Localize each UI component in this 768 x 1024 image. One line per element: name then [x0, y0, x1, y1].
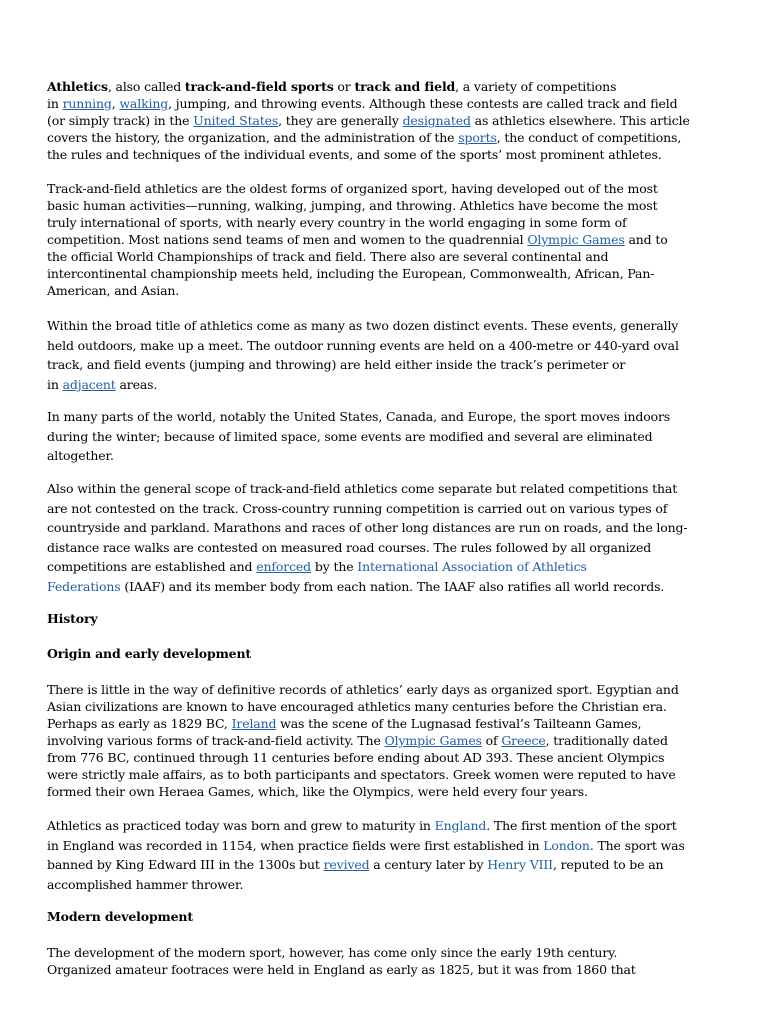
text-run: . The first mention of the sport [486, 818, 677, 833]
text-line [47, 732, 737, 749]
link-olympic-games[interactable]: Olympic Games [527, 232, 625, 247]
text-line: There is little in the way of definitive records of athletics’ early days as organized sport. Egyptian and [47, 682, 679, 697]
link-ireland[interactable]: Ireland [231, 716, 277, 731]
text-run: , the conduct of competitions, [496, 130, 682, 145]
text-line: from 776 BC, continued through 11 centuries before ending about AD 393. These ancient Olympics [47, 750, 665, 765]
paragraph-related-competitions [47, 479, 737, 596]
paragraph-indoors [47, 407, 737, 466]
term-track-and-field-sports: track-and-field sports [184, 79, 334, 94]
text-line: held outdoors, make up a meet. The outdoor running events are held on a 400-metre or 440-yard oval [47, 337, 679, 353]
heading-history: History [47, 611, 98, 626]
text-line [47, 375, 737, 395]
link-revived[interactable]: revived [323, 857, 370, 872]
text-run: banned by King Edward III in the 1300s but [47, 857, 324, 872]
text-run: , jumping, and throwing events. Although these contests are called track and field [168, 96, 678, 111]
text-line [47, 112, 737, 129]
text-run: or [333, 79, 355, 94]
text-line: basic human activities—running, walking, jumping, and throwing. Athletics have become the most [47, 198, 658, 213]
link-sports[interactable]: sports [458, 130, 497, 145]
text-run: Athletics as practiced today was born and grew to maturity in [47, 818, 435, 833]
text-line: Organized amateur footraces were held in England as early as 1825, but it was from 1860 that [47, 962, 636, 977]
text-line: intercontinental championship meets held, including the European, Commonwealth, African, Pan- [47, 266, 655, 281]
text-run: , reputed to be an [552, 857, 664, 872]
text-line: were strictly male affairs, as to both participants and spectators. Greek women were reputed to have [47, 767, 676, 782]
text-run: , a variety of competitions [455, 79, 617, 94]
text-run: covers the history, the organization, and the administration of the [47, 130, 459, 145]
link-london[interactable]: London [543, 837, 590, 853]
text-line: altogether. [47, 448, 114, 463]
link-adjacent[interactable]: adjacent [62, 376, 116, 392]
paragraph-early-days [47, 681, 737, 800]
text-line [47, 715, 737, 732]
text-run: as athletics elsewhere. This article [470, 113, 690, 128]
text-run: , traditionally dated [545, 733, 668, 748]
text-run: , also called [107, 79, 185, 94]
heading-modern: Modern development [47, 909, 193, 924]
text-line [47, 78, 737, 95]
text-line: the official World Championships of track and field. There also are several continental and [47, 249, 609, 264]
paragraph-oldest-forms [47, 180, 737, 299]
paragraph-broad-title [47, 316, 737, 394]
text-run: competition. Most nations send teams of men and women to the quadrennial [47, 232, 528, 247]
text-run: , [111, 96, 120, 111]
text-line [47, 557, 737, 577]
link-iaaf-continued[interactable]: Federations [47, 578, 121, 594]
text-line: In many parts of the world, notably the United States, Canada, and Europe, the sport moves indoors [47, 409, 671, 424]
text-line [47, 129, 737, 146]
text-line: are not contested on the track. Cross-country running competition is carried out on various types of [47, 500, 668, 516]
link-united-states[interactable]: United States [193, 113, 279, 128]
text-line [47, 577, 737, 597]
text-line [47, 231, 737, 248]
text-line: Within the broad title of athletics come as many as two dozen distinct events. These events, generally [47, 318, 679, 333]
term-athletics: Athletics [47, 79, 108, 94]
text-line: track, and field events (jumping and throwing) are held either inside the track’s perimeter or [47, 357, 626, 372]
text-line [47, 816, 737, 836]
link-henry-viii[interactable]: Henry VIII [487, 857, 553, 872]
text-line [47, 836, 737, 856]
text-run: by the [311, 559, 358, 574]
link-olympic-games[interactable]: Olympic Games [384, 733, 482, 748]
paragraph-england [47, 816, 737, 894]
text-run: (IAAF) and its member body from each nation. The IAAF also ratifies all world records. [120, 578, 665, 594]
text-line: the rules and techniques of the individual events, and some of the sports’ most prominent athletes. [47, 147, 662, 162]
intro-paragraph [47, 78, 737, 163]
text-run: in England was recorded in 1154, when practice fields were first established in [47, 837, 544, 853]
text-run: in [47, 376, 63, 392]
text-run: involving various forms of track-and-field activity. The [47, 733, 385, 748]
paragraph-modern-sport [47, 944, 737, 978]
text-run: (or simply track) in the [47, 113, 194, 128]
text-run: and to [624, 232, 668, 247]
text-line: during the winter; because of limited space, some events are modified and several are eliminated [47, 428, 653, 444]
text-run: areas. [115, 376, 158, 392]
link-iaaf[interactable]: International Association of Athletics [357, 559, 587, 574]
text-line: Also within the general scope of track-and-field athletics come separate but related competitions that [47, 481, 678, 496]
link-greece[interactable]: Greece [501, 733, 546, 748]
link-england[interactable]: England [434, 818, 487, 833]
text-run: , they are generally [278, 113, 403, 128]
text-line [47, 95, 737, 112]
text-line: truly international of sports, with nearly every country in the world engaging in some form of [47, 215, 627, 230]
text-run: . The sport was [589, 837, 685, 853]
text-line: countryside and parkland. Marathons and races of other long distances are run on roads, and the long- [47, 520, 688, 535]
text-line: Asian civilizations are known to have encouraged athletics many centuries before the Christian era. [47, 699, 667, 714]
text-line [47, 855, 737, 875]
text-run: of [481, 733, 502, 748]
text-line: distance race walks are contested on measured road courses. The rules followed by all organized [47, 539, 652, 555]
text-run: was the scene of the Lugnasad festival’s Tailteann Games, [276, 716, 642, 731]
text-run: a century later by [369, 857, 488, 872]
text-run: in [47, 96, 63, 111]
text-run: Perhaps as early as 1829 BC, [47, 716, 232, 731]
link-enforced[interactable]: enforced [256, 559, 312, 574]
text-line: Track-and-field athletics are the oldest forms of organized sport, having developed out of the most [47, 181, 658, 196]
text-line: accomplished hammer thrower. [47, 876, 244, 892]
heading-origin: Origin and early development [47, 646, 252, 661]
text-line: formed their own Heraea Games, which, like the Olympics, were held every four years. [47, 784, 588, 799]
link-running[interactable]: running [62, 96, 112, 111]
link-designated[interactable]: designated [402, 113, 471, 128]
text-run: competitions are established and [47, 559, 257, 574]
link-walking[interactable]: walking [119, 96, 169, 111]
text-line: The development of the modern sport, however, has come only since the early 19th century. [47, 945, 618, 960]
term-track-and-field: track and field [354, 79, 456, 94]
text-line: American, and Asian. [47, 283, 180, 298]
